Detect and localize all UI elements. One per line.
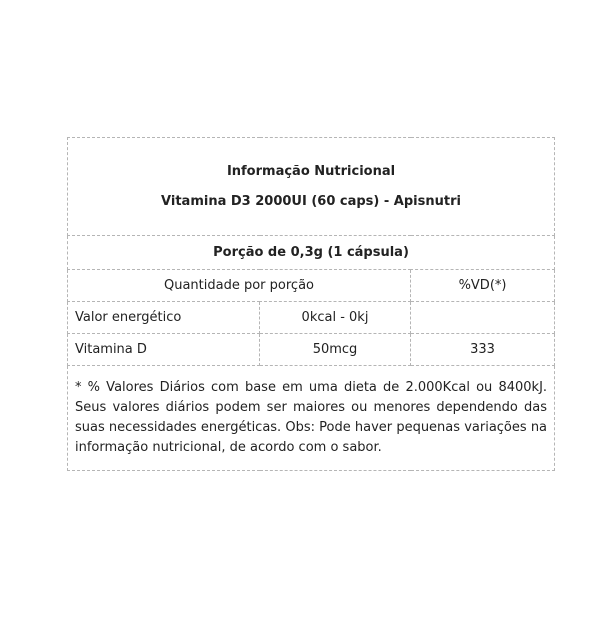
product-name: Vitamina D3 2000UI (60 caps) - Apisnutri — [161, 193, 461, 209]
portion-label: Porção de 0,3g (1 cápsula) — [68, 236, 555, 270]
table-row — [68, 302, 555, 334]
nutrient-amount: 50mcg — [260, 334, 411, 366]
nutrient-vd: 333 — [411, 334, 555, 366]
portion-row — [68, 236, 555, 270]
table-row — [68, 334, 555, 366]
footnote: * % Valores Diários com base em uma dieta de 2.000Kcal ou 8400kJ. Seus valores diários podem ser maiores ou menores dependendo das suas necessidades energéticas. Obs: Pode haver pequenas variações na informação nutricional, de acordo com o sabor. — [68, 366, 555, 471]
table-header — [68, 138, 555, 236]
column-header-row — [68, 270, 555, 302]
nutrition-table — [67, 137, 555, 471]
table-title: Informação Nutricional — [226, 163, 396, 179]
header-row — [68, 138, 555, 236]
nutrient-name: Valor energético — [68, 302, 260, 334]
nutrient-vd — [411, 302, 555, 334]
nutrient-name: Vitamina D — [68, 334, 260, 366]
nutrient-amount: 0kcal - 0kj — [260, 302, 411, 334]
column-header-vd: %VD(*) — [411, 270, 555, 302]
footnote-row — [68, 366, 555, 471]
column-header-quantity: Quantidade por porção — [68, 270, 411, 302]
